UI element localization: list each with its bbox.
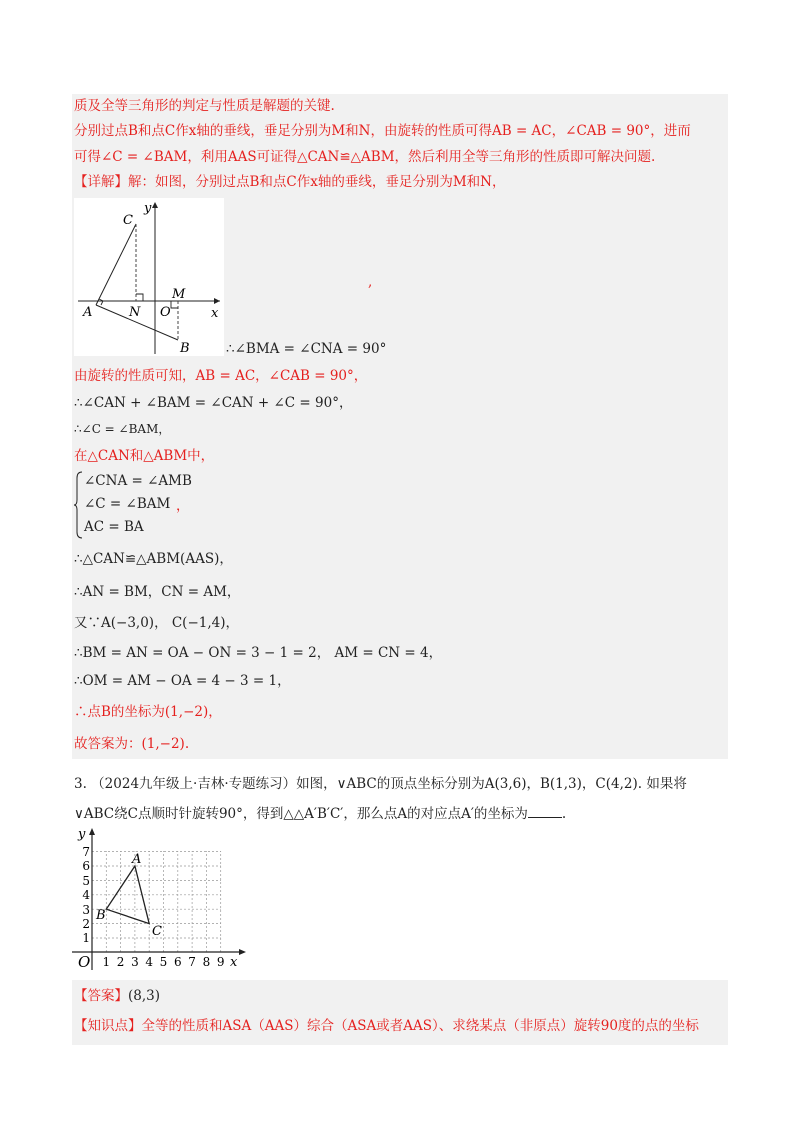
origin-label: O: [78, 953, 91, 971]
solution-detail-line: [74, 173, 506, 191]
y-tick-6: 6: [82, 859, 90, 873]
label-O: O: [160, 305, 171, 320]
step-8: ∴BM = AN = OA − ON = 3 − 1 = 2， AM = CN = 4，: [74, 645, 443, 661]
system-comma: ，: [176, 498, 190, 514]
question-line-2: [74, 805, 566, 823]
step-6: ∴AN = BM，CN = AM，: [74, 584, 241, 600]
step-3: ∴∠C = ∠BAM，: [74, 422, 171, 436]
question-line-1: 3. （2024九年级上·吉林·专题练习）如图，∨ABC的顶点坐标分别为A(3,6)，B(1,3)，C(4,2). 如果将: [74, 776, 687, 792]
knowledge-tag: 【知识点】: [74, 1018, 142, 1034]
system-eq-2: ∠C = ∠BAM: [84, 496, 171, 512]
label-M: M: [172, 287, 186, 302]
step-1: 由旋转的性质可知，AB = AC，∠CAB = 90°，: [74, 368, 368, 384]
axis-y-label: y: [78, 827, 86, 842]
solution-line-2: 分别过点B和点C作x轴的垂线，垂足分别为M和N，由旋转的性质可得AB = AC，∠CAB = 90°，进而: [74, 123, 691, 139]
point-C-label: C: [152, 924, 162, 939]
x-tick-6: 6: [173, 955, 182, 969]
step-9: ∴OM = AM − OA = 4 − 3 = 1，: [74, 673, 291, 689]
x-tick-9: 9: [216, 955, 225, 969]
final-answer-line: 故答案为：(1,−2).: [74, 736, 190, 752]
point-A-label: A: [132, 852, 142, 867]
answer-value: (8,3): [128, 988, 161, 1004]
solution-line-1: 质及全等三角形的判定与性质是解题的关键.: [74, 98, 335, 114]
figure-coordinate-grid: [72, 826, 252, 972]
y-tick-1: 1: [82, 931, 90, 945]
system-eq-3: AC = BA: [84, 519, 144, 535]
question-line-2-text: ∨ABC绕C点顺时针旋转90°，得到△△A′B′C′，那么点A的对应点A′的坐标为: [74, 806, 528, 822]
stray-comma: ,: [368, 274, 373, 290]
answer-blank: [528, 805, 562, 818]
x-tick-4: 4: [145, 955, 154, 969]
label-B: B: [180, 341, 190, 356]
x-tick-8: 8: [202, 955, 211, 969]
after-figure-line: ∴∠BMA = ∠CNA = 90°: [226, 341, 387, 357]
detail-tag: 【详解】: [74, 174, 128, 190]
x-tick-1: 1: [102, 955, 111, 969]
answer-tag: 【答案】: [74, 988, 128, 1004]
label-x: x: [211, 306, 219, 321]
question-line-2-end: .: [561, 806, 567, 822]
x-tick-3: 3: [131, 955, 139, 969]
step-7: 又∵A(−3,0)， C(−1,4)，: [74, 615, 239, 631]
y-tick-7: 7: [82, 845, 90, 859]
label-C: C: [123, 213, 133, 228]
knowledge-line: [74, 1017, 699, 1035]
label-N: N: [129, 305, 141, 320]
step-5: ∴△CAN≌△ABM(AAS)，: [74, 551, 233, 567]
step-4: 在△CAN和△ABM中，: [74, 448, 215, 464]
detail-text: 解：如图，分别过点B和点C作x轴的垂线，垂足分别为M和N，: [128, 174, 506, 190]
answer-background: [72, 980, 728, 1045]
label-y: y: [144, 201, 152, 216]
x-tick-2: 2: [116, 955, 125, 969]
system-brace: [74, 470, 84, 540]
system-eq-1: ∠CNA = ∠AMB: [84, 473, 192, 489]
axis-x-label: x: [230, 955, 238, 970]
label-A: A: [83, 305, 93, 320]
x-tick-7: 7: [188, 955, 196, 969]
y-tick-3: 3: [82, 903, 90, 917]
point-B-label: B: [96, 908, 106, 923]
answer-line: [74, 987, 160, 1005]
x-tick-5: 5: [159, 955, 168, 969]
figure-rotation-diagram: [74, 198, 224, 356]
y-tick-2: 2: [82, 917, 90, 931]
y-tick-4: 4: [82, 888, 90, 902]
knowledge-text: 全等的性质和ASA（AAS）综合（ASA或者AAS）、求绕某点（非原点）旋转90度的点的坐标: [141, 1018, 699, 1034]
y-tick-5: 5: [82, 874, 90, 888]
step-2: ∴∠CAN + ∠BAM = ∠CAN + ∠C = 90°，: [74, 395, 353, 411]
step-10: ∴点B的坐标为(1,−2)，: [74, 704, 222, 720]
solution-line-3: 可得∠C = ∠BAM，利用AAS可证得△CAN≌△ABM，然后利用全等三角形的性质即可解决问题.: [74, 149, 656, 165]
